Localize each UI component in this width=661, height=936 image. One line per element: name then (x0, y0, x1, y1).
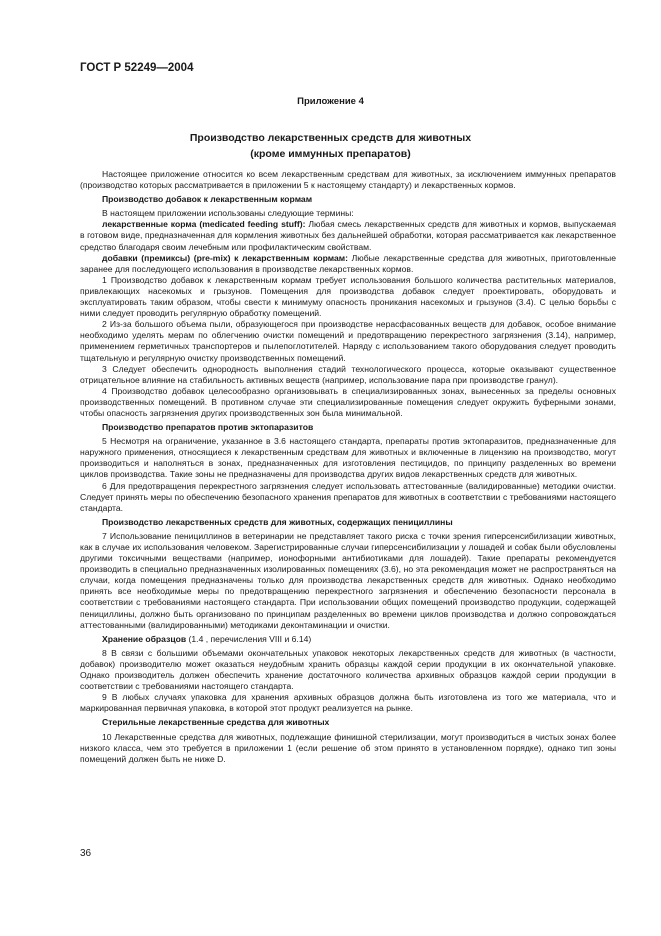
section-heading-sterile: Стерильные лекарственные средства для животных (102, 717, 330, 728)
term-name: лекарственные корма (medicated feeding stuff): (102, 219, 306, 230)
title-line-1: Производство лекарственных средств для животных (189, 132, 472, 144)
appendix-title (0, 130, 661, 162)
section-heading-ectoparasites: Производство препаратов против эктопаразитов (102, 422, 314, 433)
title-line-2: (кроме иммунных препаратов) (250, 148, 411, 160)
term-definition: Любые лекарственные средства для животных, приготовленные заранее для последующего использования в производстве лекарственных кормов. (80, 252, 616, 274)
section-heading-premix: Производство добавок к лекарственным кормам (102, 194, 313, 205)
paragraph-1: 1 Производство добавок к лекарственным кормам требует использования большого количества растительных материалов, привлекающих насекомых и грызунов. Помещения для производства добавок следует проектировать, оборудовать и эксплуатировать таким образом, чтобы свести к минимуму опасность проникания насекомых и грызунов (3.4). С целью борьбы с ними следует проводить регулярную обработку помещений. (80, 274, 616, 319)
paragraph-3: 3 Следует обеспечить однородность выполнения стадий технологического процесса, которые оказывают существенное отрицательное влияние на стабильность активных веществ (например, использование пара при производстве гранул). (80, 363, 616, 385)
page-number: 36 (80, 848, 92, 859)
terms-intro: В настоящем приложении использованы следующие термины: (102, 208, 354, 219)
document-id: ГОСТ Р 52249—2004 (80, 62, 194, 74)
heading-text: Хранение образцов (102, 633, 187, 644)
term-definition: Любая смесь лекарственных средств для животных и кормов, выпускаемая в готовом виде, предназначенная для кормления животных без дальнейшей обработки, которая рассматривается как лекарственное средство благодаря своим лечебным или профилактическим свойствам. (80, 219, 616, 252)
paragraph-7: 7 Использование пенициллинов в ветеринарии не представляет такого риска с точки зрения гиперсенсибилизации животных, как в случае их использования человеком. Зарегистрированные случаи гиперсенсибилизации у лошадей и собак были обусловлены другими токсичными веществами (например, ионофорными антибиотиками для лошадей). Такие препараты рекомендуется производить в специально предназначенных изолированных помещениях (3.6), но эта рекомендация может не распространяться на случаи, когда помещения предназначены только для производства лекарственных средств для животных. Однако необходимо принять все необходимые меры по предотвращению перекрестного загрязнения и обеспечению безопасности персонала в соответствии с требованиями настоящего стандарта. При использовании общих помещений производство продукции, содержащей пенициллины, должно быть организовано по принципам разделенных во времени циклов производства и должно сопровождаться аттестованными (валидированными) методиками деконтаминации и очистки. (80, 530, 616, 630)
paragraph-6: 6 Для предотвращения перекрестного загрязнения следует использовать аттестованные (валидированные) методики очистки. Следует принять меры по обеспечению безопасного хранения препаратов для животных в соответствии с требованиями настоящего стандарта. (80, 480, 616, 513)
section-heading-samples (102, 634, 616, 645)
intro-paragraph: Настоящее приложение относится ко всем лекарственным средствам для животных, за исключением иммунных препаратов (производство которых рассматривается в приложении 5 к настоящему стандарту) и лекарственных кормов. (80, 169, 616, 191)
heading-reference: (1.4 , перечисления VIII и 6.14) (186, 633, 312, 644)
paragraph-10: 10 Лекарственные средства для животных, подлежащие финишной стерилизации, могут производиться в чистых зонах более низкого класса, чем это требуется в приложении 1 (если решение об этом принято в установленном порядке), однако тип зоны помещений должен быть не ниже D. (80, 731, 616, 764)
document-body (80, 169, 616, 765)
paragraph-9: 9 В любых случаях упаковка для хранения архивных образцов должна быть изготовлена из того же материала, что и маркированная первичная упаковка, в которой этот продукт реализуется на рынке. (80, 692, 616, 714)
appendix-label: Приложение 4 (297, 96, 364, 107)
paragraph-5: 5 Несмотря на ограничение, указанное в 3.6 настоящего стандарта, препараты против эктопаразитов, предназначенные для наружного применения, относящиеся к лекарственным средствам для животных и включенные в лицензию на производство, могут производиться и наполняться в зонах, предназначенных для изготовления пестицидов, по принципу разделенных во времени циклов производства. Такие зоны не предназначены для производства других видов лекарственных средств для животных. (80, 436, 616, 480)
paragraph-8: 8 В связи с большими объемами окончательных упаковок некоторых лекарственных средств для животных (в частности, добавок) производителю может оказаться неудобным хранить образцы каждой серии продукции в их окончательной упаковке. Однако производитель должен обеспечить хранение достаточного количества архивных образцов каждой серии продукции в соответствии с требованиями настоящего стандарта. (80, 647, 616, 692)
paragraph-4: 4 Производство добавок целесообразно организовывать в специализированных зонах, вынесенных за пределы основных производственных помещений. В противном случае эти специализированные помещения следует окружить буферными зонами, чтобы опасность загрязнения других производственных зон была минимальной. (80, 385, 616, 418)
term-name: добавки (премиксы) (pre-mix) к лекарственным кормам: (102, 252, 348, 263)
paragraph-2: 2 Из-за большого объема пыли, образующегося при производстве нерасфасованных веществ для добавок, особое внимание необходимо уделять мерам по облегчению очистки помещений и предотвращению перекрестного загрязнения (3.14), например, применением герметичных транспортеров и пылепоглотителей. Наряду с использованием такого оборудования следует проводить тщательную и регулярную очистку производственных помещений. (80, 319, 616, 363)
section-heading-penicillins: Производство лекарственных средств для животных, содержащих пенициллины (102, 516, 453, 527)
term-medicated-feed (80, 219, 616, 252)
term-premix (80, 253, 616, 275)
